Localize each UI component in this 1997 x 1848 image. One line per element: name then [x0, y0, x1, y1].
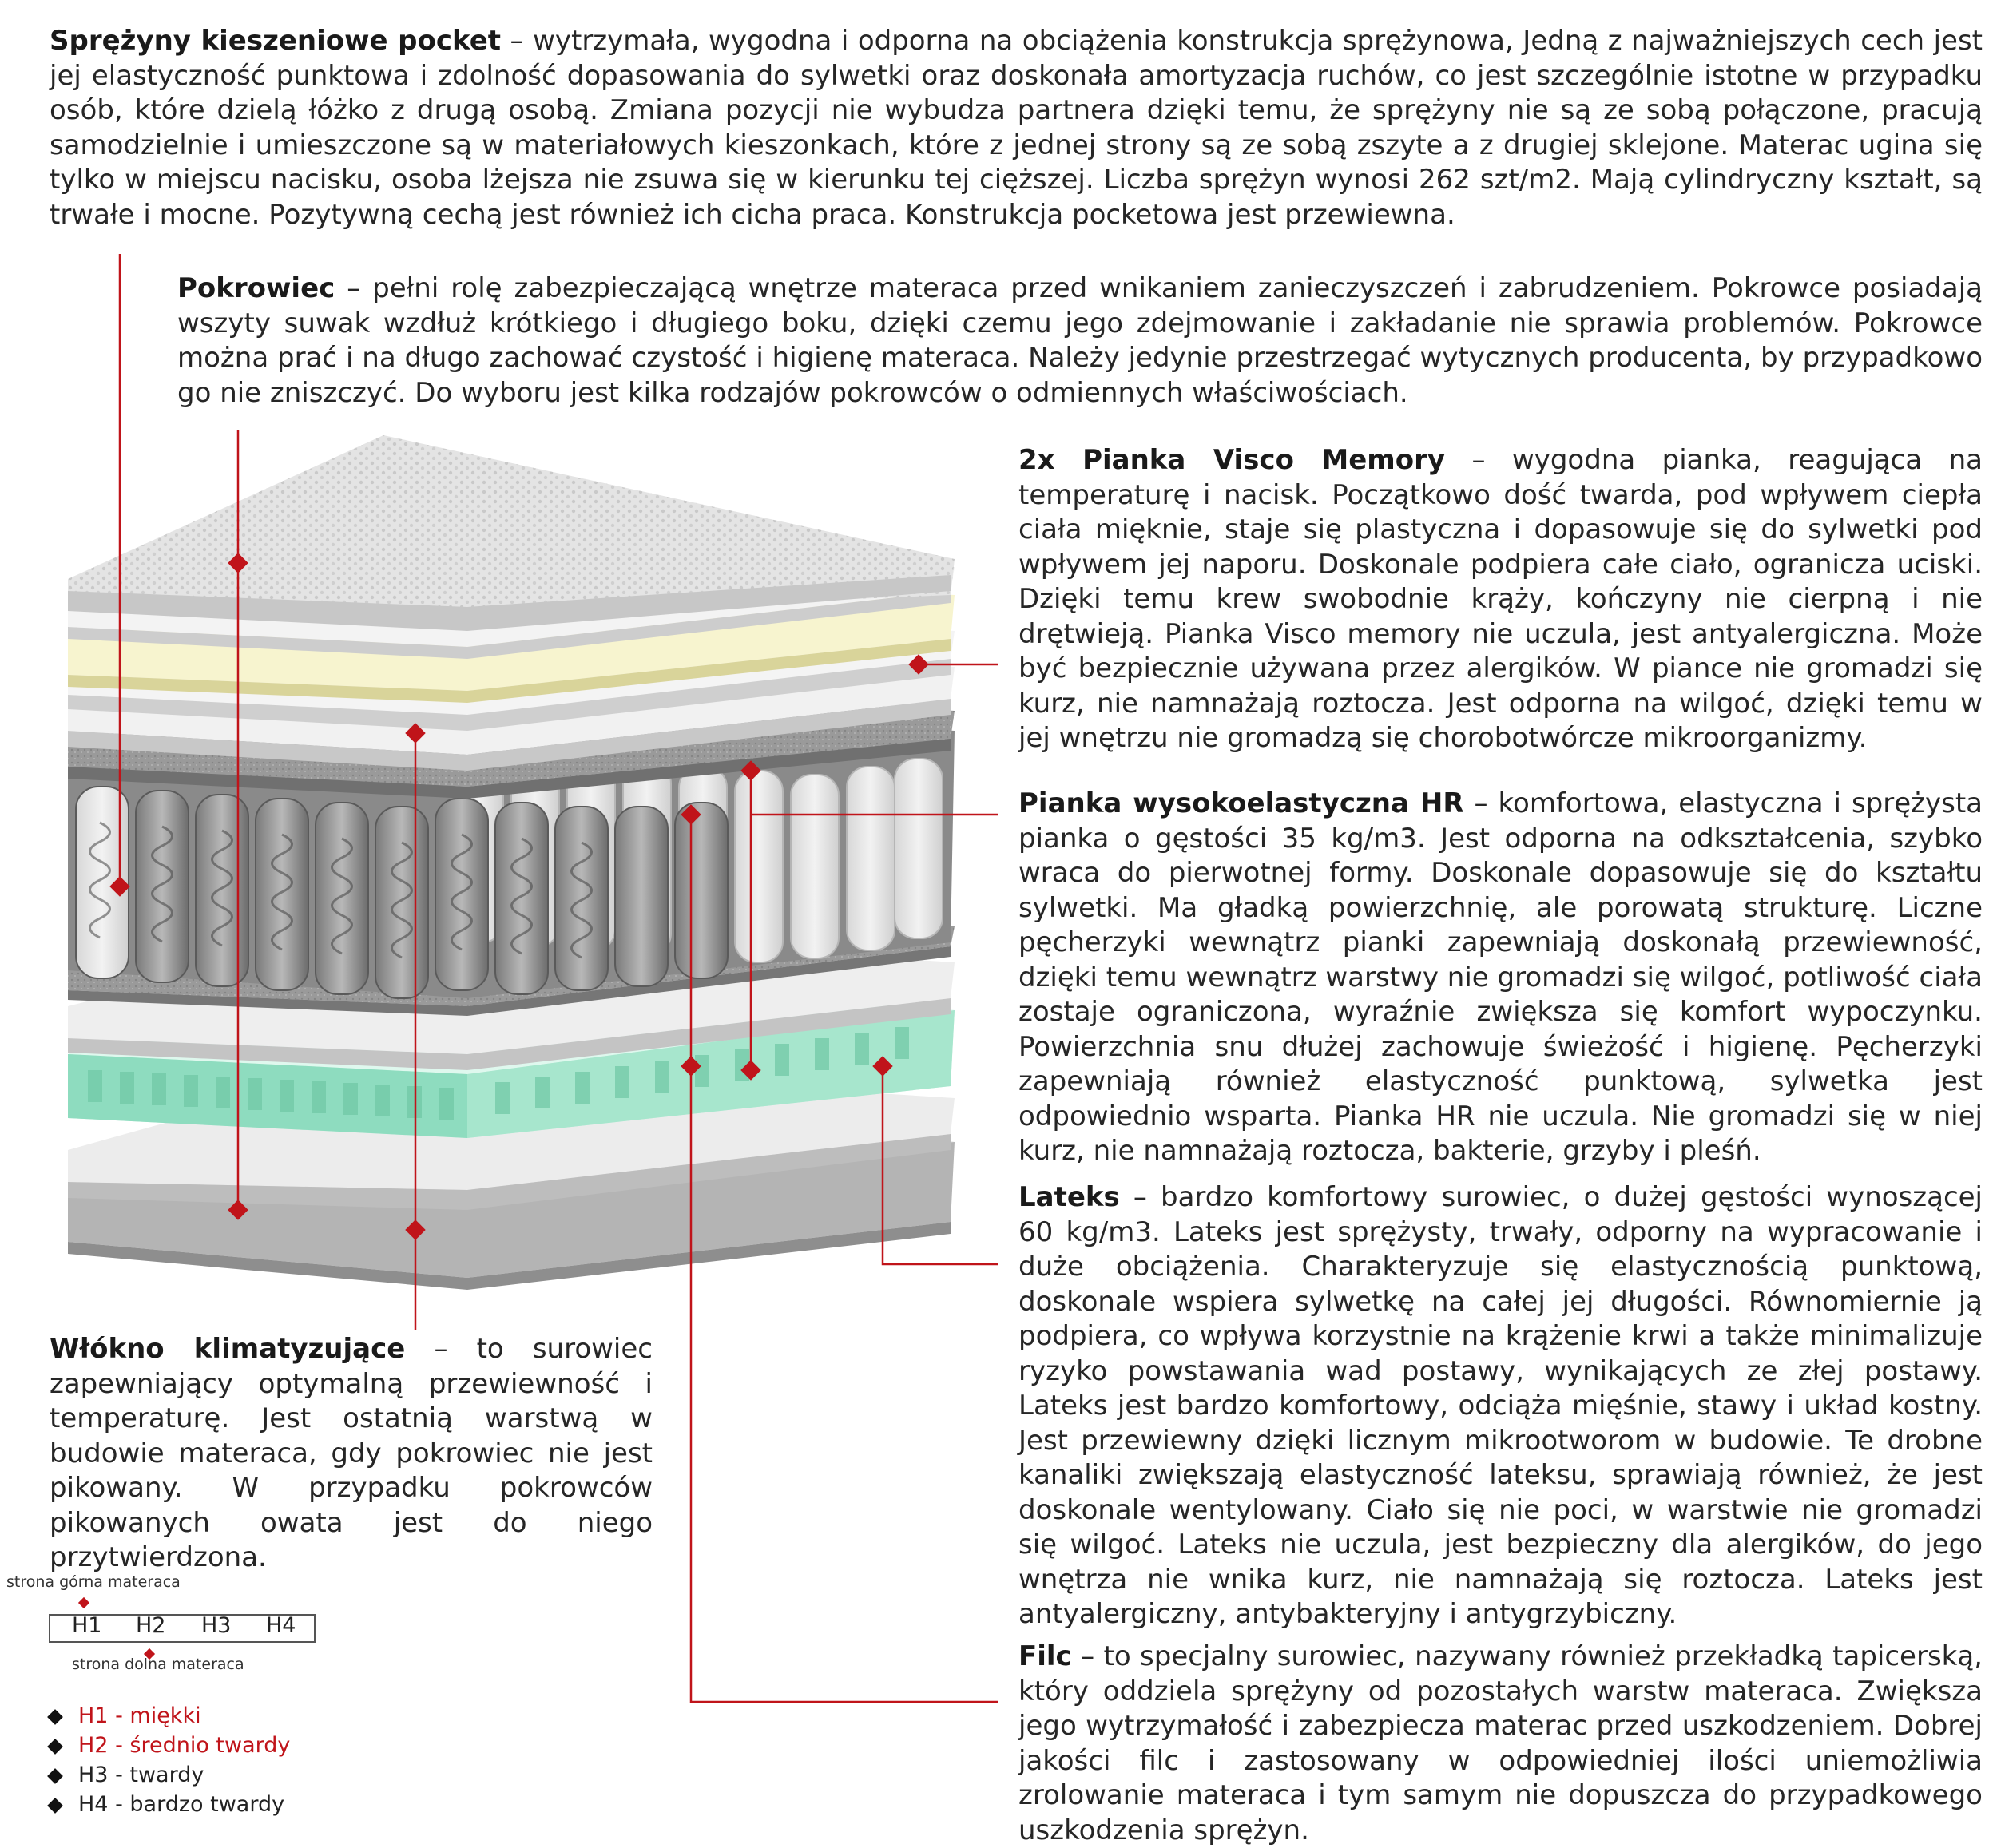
legend-item-h4 — [50, 1791, 284, 1818]
visco-description — [1018, 443, 1983, 756]
legend-bullet-icon — [47, 1739, 63, 1755]
cover-description — [177, 272, 1983, 410]
scale-level-h3: H3 — [201, 1613, 232, 1638]
felt-description — [1018, 1640, 1983, 1848]
scale-top-label: strona górna materaca — [6, 1573, 181, 1591]
pocket-springs-title: Sprężyny kieszeniowe pocket — [50, 25, 502, 57]
fibre-description — [50, 1332, 653, 1576]
scale-level-h4: H4 — [266, 1613, 296, 1638]
scale-bottom-label: strona dolna materaca — [72, 1656, 244, 1673]
felt-text: – to specjalny surowiec, nazywany również przekładką tapicerską, który oddziela sprężyny od pozostałych warstw materaca. Zwiększa jego wytrzymałość i zabezpiecza materac przed uszkodzeniem. Dobrej jakości filc i zastosowany w odpowiedniej ilości uniemożliwia zrolowanie materaca i tym samym nie dopuszcza do przypadkowego uszkodzenia sprężyn. — [1018, 1640, 1983, 1846]
legend-bullet-icon — [47, 1798, 63, 1814]
visco-text: – wygodna pianka, reagująca na temperaturę i nacisk. Początkowo dość twarda, pod wpływem ciepła ciała mięknie, staje się plastyczna i dopasowuje się do sylwetki pod wpływem jej naporu. Doskonale podpiera całe ciało, ogranicza uciski. Dzięki temu krew swobodnie krąży, kończyny nie cierpną i nie drętwieją. Pianka Visco memory nie uczula, jest antyalergiczna. Może być bezpiecznie używana przez alergików. W piance nie gromadzi się kurz, nie namnażają roztocza. Jest odporna na wilgoć, dzięki temu w jej wnętrzu nie gromadzą się chorobotwórcze mikroorganizmy. — [1018, 444, 1983, 754]
legend-item-h1 — [50, 1703, 201, 1730]
fibre-text: – to surowiec zapewniający optymalną przewiewność i temperaturę. Jest ostatnią warstwą w budowie materaca, gdy pokrowiec nie jest pikowany. W przypadku pokrowców pikowanych owata jest do niego przytwierdzona. — [50, 1333, 653, 1573]
legend-label: H1 - miękki — [78, 1703, 201, 1728]
legend-bullet-icon — [47, 1768, 63, 1784]
hr-foam-title: Pianka wysokoelastyczna HR — [1018, 787, 1464, 819]
visco-title: 2x Pianka Visco Memory — [1018, 444, 1446, 476]
cover-text: – pełni rolę zabezpieczającą wnętrze materaca przed wnikaniem zanieczyszczeń i zabrudzeniem. Pokrowce posiadają wszyty suwak wzdłuż krótkiego i długiego boku, dzięki czemu jego zdejmowanie i zakładanie nie sprawia problemów. Pokrowce można prać i na długo zachować czystość i higienę materaca. Należy jedynie przestrzegać wytycznych producenta, by przypadkowo go nie zniszczyć. Do wyboru jest kilka rodzajów pokrowców o odmiennych właściwościach. — [177, 272, 1983, 409]
legend-item-h3 — [50, 1762, 204, 1789]
legend-label: H2 - średnio twardy — [78, 1733, 291, 1758]
latex-title: Lateks — [1018, 1181, 1120, 1213]
legend-label: H4 - bardzo twardy — [78, 1792, 285, 1817]
latex-text: – bardzo komfortowy surowiec, o dużej gęstości wynoszącej 60 kg/m3. Lateks jest sprężysty, trwały, odporny na wypracowanie i duże obciążenia. Charakteryzuje się elastycznością punktową, doskonale wspiera sylwetkę na całej jej długości. Równomiernie ją podpiera, co wpływa korzystnie na krążenie krwi a także minimalizuje ryzyko powstawania wad postawy, wynikających ze złej postawy. Lateks jest bardzo komfortowy, odciąża mięśnie, stawy i układ kostny. Jest przewiewny dzięki licznym mikrootworom w budowie. Te drobne kanaliki zwiększają elastyczność lateksu, sprawiają również, że jest doskonale wentylowany. Ciało się nie poci, w warstwie nie gromadzi się wilgoć. Lateks nie uczula, jest bezpieczny dla alergików, do jego wnętrza nie wnika kurz, nie namnażają się roztocza. Lateks jest antyalergiczny, antybakteryjny i antygrzybiczny. — [1018, 1181, 1983, 1630]
quilted-cover-layer — [68, 435, 955, 631]
felt-title: Filc — [1018, 1640, 1072, 1672]
legend-bullet-icon — [47, 1709, 63, 1725]
cover-title: Pokrowiec — [177, 272, 335, 304]
hr-foam-text: – komfortowa, elastyczna i sprężysta pianka o gęstości 35 kg/m3. Jest odporna na odkształcenia, szybko wraca do pierwotnej formy. Doskonale dopasowuje się do kształtu sylwetki. Ma gładką powierzchnię, ale porowatą strukturę. Liczne pęcherzyki wewnątrz pianki zapewniają doskonałą przewiewność, dzięki temu wewnątrz warstwy nie gromadzi się wilgoć, potliwość ciała zostaje ograniczona, wyraźnie zwiększa się komfort wypoczynku. Powierzchnia snu dłużej zachowuje świeżość i higienę. Pęcherzyki zapewniają również elastyczność punktową, sylwetka jest odpowiednio wsparta. Pianka HR nie uczula. Nie gromadzi się w niej kurz, nie namnażają roztocza, bakterie, grzyby i pleśń. — [1018, 787, 1983, 1167]
hr-foam-description — [1018, 787, 1983, 1169]
pocket-springs-text: – wytrzymała, wygodna i odporna na obciążenia konstrukcja sprężynowa, Jedną z najważniejszych cech jest jej elastyczność punktowa i zdolność dopasowania do sylwetki oraz doskonała amortyzacja ruchów, co jest szczególnie istotne w przypadku osób, które dzielą łóżko z drugą osobą. Zmiana pozycji nie wybudza partnera dzięki temu, że sprężyny nie są ze sobą połączone, pracują samodzielnie i umieszczone są w materiałowych kieszonkach, które z jednej strony są ze sobą zszyte a z drugiej sklejone. Materac ugina się tylko w miejscu nacisku, osoba lżejsza nie zsuwa się w kierunku tej cięższej. Liczba sprężyn wynosi 262 szt/m2. Mają cylindryczny kształt, są trwałe i mocne. Pozytywną cechą jest również ich cicha praca. Konstrukcja pocketowa jest przewiewna. — [50, 25, 1983, 231]
scale-level-h2: H2 — [136, 1613, 166, 1638]
latex-description — [1018, 1180, 1983, 1632]
pocket-springs-description — [50, 24, 1983, 232]
legend-label: H3 - twardy — [78, 1763, 204, 1787]
fibre-title: Włókno klimatyzujące — [50, 1333, 406, 1365]
top-side-marker — [78, 1597, 89, 1608]
legend-item-h2 — [50, 1732, 290, 1759]
scale-level-h1: H1 — [72, 1613, 102, 1638]
